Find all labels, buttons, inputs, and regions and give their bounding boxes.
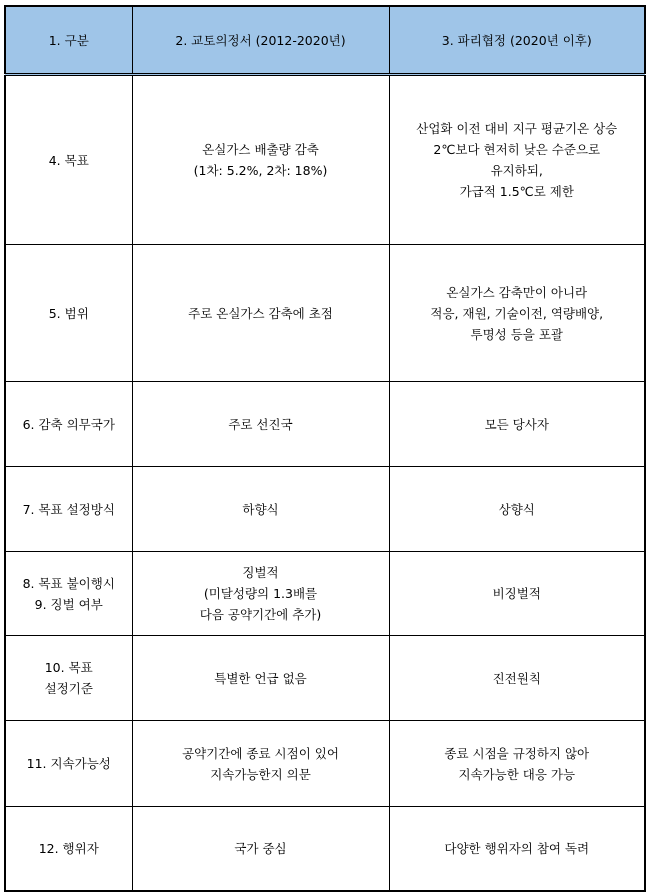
table-row-reduction-duty — [5, 382, 645, 467]
row-label: 5. 범위 — [5, 245, 132, 382]
row-label: 12. 행위자 — [5, 807, 132, 892]
header-kyoto-protocol: 2. 교토의정서 (2012-2020년) — [132, 6, 389, 75]
kyoto-cell: 주로 온실가스 감축에 초점 — [132, 245, 389, 382]
kyoto-cell: 특별한 언급 없음 — [132, 636, 389, 721]
paris-cell: 진전원칙 — [389, 636, 645, 721]
kyoto-cell: 주로 선진국 — [132, 382, 389, 467]
table-row-scope — [5, 245, 645, 382]
kyoto-cell: 공약기간에 종료 시점이 있어 지속가능한지 의문 — [132, 721, 389, 807]
row-label: 10. 목표 설정기준 — [5, 636, 132, 721]
row-label: 6. 감축 의무국가 — [5, 382, 132, 467]
paris-cell: 모든 당사자 — [389, 382, 645, 467]
kyoto-cell: 징벌적 (미달성량의 1.3배를 다음 공약기간에 추가) — [132, 552, 389, 636]
row-label: 11. 지속가능성 — [5, 721, 132, 807]
kyoto-cell: 국가 중심 — [132, 807, 389, 892]
table-row-target-method — [5, 467, 645, 552]
comparison-table — [4, 5, 646, 892]
paris-cell: 비징벌적 — [389, 552, 645, 636]
paris-cell: 상향식 — [389, 467, 645, 552]
header-category: 1. 구분 — [5, 6, 132, 75]
row-label: 4. 목표 — [5, 75, 132, 245]
row-label: 8. 목표 불이행시 9. 징벌 여부 — [5, 552, 132, 636]
kyoto-cell: 하향식 — [132, 467, 389, 552]
header-paris-agreement: 3. 파리협정 (2020년 이후) — [389, 6, 645, 75]
paris-cell: 다양한 행위자의 참여 독려 — [389, 807, 645, 892]
table-row-goal — [5, 75, 645, 245]
paris-cell: 산업화 이전 대비 지구 평균기온 상승 2℃보다 현저히 낮은 수준으로 유지하되, 가급적 1.5℃로 제한 — [389, 75, 645, 245]
table-row-sustainability — [5, 721, 645, 807]
paris-cell: 종료 시점을 규정하지 않아 지속가능한 대응 가능 — [389, 721, 645, 807]
row-label: 7. 목표 설정방식 — [5, 467, 132, 552]
table-row-actors — [5, 807, 645, 892]
paris-cell: 온실가스 감축만이 아니라 적응, 재원, 기술이전, 역량배양, 투명성 등을 포괄 — [389, 245, 645, 382]
table-header-row — [5, 6, 645, 75]
table-row-target-criteria — [5, 636, 645, 721]
kyoto-cell: 온실가스 배출량 감축 (1차: 5.2%, 2차: 18%) — [132, 75, 389, 245]
table-row-penalty — [5, 552, 645, 636]
